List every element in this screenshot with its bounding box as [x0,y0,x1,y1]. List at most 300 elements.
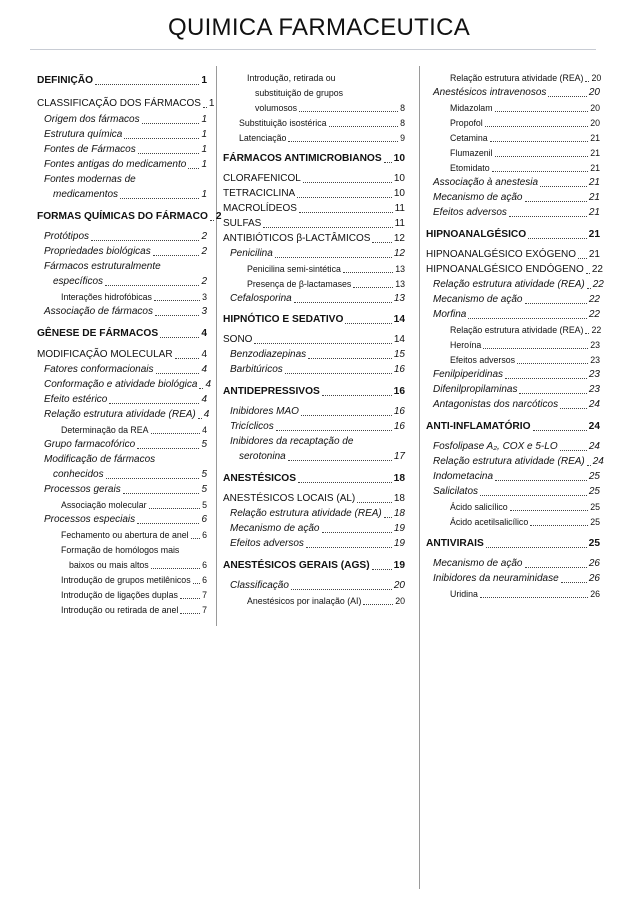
dot-leader [480,495,587,496]
toc-entry[interactable] [433,456,604,468]
toc-entry-page: 1 [201,129,207,140]
dot-leader [490,141,589,142]
dot-leader [509,216,587,217]
toc-entry[interactable] [69,559,207,571]
toc-entry[interactable] [44,364,207,376]
dot-leader [153,255,200,256]
toc-entry-title: Ácido salicílico [450,502,508,512]
toc-entry-page: 2 [201,231,207,242]
toc-entry[interactable] [433,573,600,585]
toc-entry-page: 1 [201,75,207,86]
toc-entry[interactable] [426,421,600,433]
dot-leader [585,81,589,82]
toc-entry[interactable] [230,293,405,305]
toc-entry[interactable] [44,379,211,391]
toc-entry[interactable] [230,580,405,592]
dot-leader [151,433,201,434]
dot-leader [308,358,392,359]
toc-entry-page: 24 [588,441,600,452]
dot-leader [210,220,214,221]
toc-entry-title: ANTIVIRAIS [426,538,484,549]
toc-entry-page: 16 [393,406,405,417]
dot-leader [297,197,392,198]
toc-entry[interactable] [223,314,405,326]
toc-entry-title: Cefalosporina [230,293,292,304]
toc-entry-page: 3 [201,306,207,317]
toc-entry-page: 2 [201,246,207,257]
toc-entry-title: Introdução de ligações duplas [61,590,178,600]
toc-entry-page: 22 [591,264,603,275]
dot-leader [180,613,200,614]
toc-entry[interactable] [44,246,207,258]
toc-entry[interactable] [247,263,405,275]
toc-entry[interactable] [239,117,405,129]
toc-entry-continued: substituição de grupos [255,88,344,98]
toc-entry-title: Relação estrutura atividade (REA) [450,73,584,83]
toc-entry[interactable] [450,501,600,513]
toc-entry-page: 4 [203,409,210,420]
dot-leader [363,604,393,605]
toc-entry-page: 23 [588,384,600,395]
toc-entry[interactable] [61,604,207,616]
toc-entry-title: Latenciação [239,133,287,143]
toc-entry-title: específicos [53,276,104,287]
toc-entry-title: Flumazenil [450,148,493,158]
dot-leader [123,493,200,494]
toc-entry[interactable] [450,339,600,351]
toc-entry-title: TETRACICLINA [223,188,296,199]
toc-entry-title: Processos gerais [44,484,121,495]
toc-entry[interactable] [450,132,600,144]
toc-entry[interactable] [433,471,600,483]
toc-entry-title: Mecanismo de ação [433,558,523,569]
toc-entry-page: 22 [588,294,600,305]
dot-leader [106,478,200,479]
toc-entry-page: 22 [591,325,602,335]
toc-entry-page: 6 [202,530,207,540]
toc-entry[interactable] [450,147,600,159]
toc-entry-page: 20 [591,73,602,83]
dot-leader [180,598,200,599]
dot-leader [322,532,392,533]
toc-entry[interactable] [433,192,600,204]
toc-entry[interactable] [223,493,405,505]
toc-entry[interactable] [230,538,405,550]
toc-entry-page: 10 [393,173,405,184]
toc-entry-continued: Introdução, retirada ou [247,73,336,83]
dot-leader [291,589,392,590]
toc-entry[interactable] [433,399,600,411]
toc-entry-page: 6 [201,514,207,525]
dot-leader [525,567,587,568]
toc-entry[interactable] [44,484,207,496]
toc-entry-title: Etomidato [450,163,490,173]
toc-entry-page: 10 [393,188,405,199]
toc-entry-page: 1 [201,144,207,155]
toc-entry-title: conhecidos [53,469,104,480]
toc-entry[interactable] [426,264,603,276]
column-divider-1 [216,66,217,626]
toc-entry-page: 24 [588,421,600,432]
dot-leader [275,257,392,258]
toc-entry-title: Introdução de grupos metilênicos [61,575,191,585]
dot-leader [193,583,201,584]
toc-entry[interactable] [44,514,207,526]
toc-entry-title: CLASSIFICAÇÃO DOS FÁRMACOS [37,98,201,109]
dot-leader [561,582,587,583]
toc-entry-page: 24 [592,456,604,467]
toc-entry[interactable] [230,248,405,260]
toc-entry-title: Relação estrutura atividade (REA) [433,279,585,290]
toc-entry[interactable] [53,469,207,481]
toc-entry[interactable] [223,188,405,200]
toc-entry-title: Protótipos [44,231,90,242]
toc-entry-title: Barbitúricos [230,364,283,375]
toc-entry-page: 14 [393,334,405,345]
dot-leader [154,300,200,301]
toc-entry-title: Fenilpiperidinas [433,369,504,380]
dot-leader [91,240,199,241]
toc-entry-title: Fechamento ou abertura de anel [61,530,189,540]
toc-entry-title: Fontes de Fármacos [44,144,136,155]
toc-entry[interactable] [223,386,405,398]
dot-leader [384,517,392,518]
toc-entry[interactable] [255,102,405,114]
toc-entry[interactable] [239,451,405,463]
toc-entry[interactable] [61,529,207,541]
toc-entry-page: 2 [215,211,222,222]
toc-entry-page: 22 [588,309,600,320]
toc-entry[interactable] [230,364,405,376]
dot-leader [137,448,199,449]
dot-leader [191,538,200,539]
toc-entry[interactable] [44,129,207,141]
toc-entry-page: 23 [590,355,600,365]
toc-entry-title: HIPNOANALGÉSICO ENDÓGENO [426,264,584,275]
dot-leader [480,597,588,598]
toc-entry-continued: Formação de homólogos mais [61,545,180,555]
dot-leader [486,547,587,548]
toc-entry-title: HIPNÓTICO E SEDATIVO [223,314,344,325]
toc-entry-title: ANESTÉSICOS [223,473,297,484]
toc-entry-page: 4 [201,328,207,339]
toc-entry-title: Mecanismo de ação [433,192,523,203]
dot-leader [586,273,590,274]
toc-entry-title: Fatores conformacionais [44,364,154,375]
dot-leader [483,348,588,349]
toc-entry-page: 24 [588,399,600,410]
toc-entry-page: 6 [202,560,207,570]
toc-entry-title: baixos ou mais altos [69,560,149,570]
dot-leader [528,238,586,239]
dot-leader [510,510,589,511]
toc-entry-title: MACROLÍDEOS [223,203,297,214]
dot-leader [298,482,392,483]
dot-leader [485,126,588,127]
toc-entry-page: 21 [588,229,600,240]
dot-leader [188,168,199,169]
dot-leader [525,201,587,202]
toc-entry[interactable] [44,409,210,421]
toc-entry[interactable] [450,72,600,84]
dot-leader [199,388,203,389]
dot-leader [533,430,587,431]
toc-entry[interactable] [61,574,207,586]
toc-entry[interactable] [433,309,600,321]
toc-entry-page: 23 [588,369,600,380]
toc-entry-title: Efeitos adversos [450,355,516,365]
toc-entry-page: 14 [393,314,405,325]
dot-leader [519,393,586,394]
toc-entry-title: Associação de fármacos [44,306,153,317]
toc-entry-page: 21 [588,192,600,203]
toc-entry[interactable] [37,211,222,223]
toc-entry[interactable] [53,276,207,288]
toc-entry[interactable] [450,588,600,600]
toc-entry-page: 16 [393,386,405,397]
toc-entry-page: 1 [208,98,215,109]
toc-entry[interactable] [44,231,207,243]
toc-entry[interactable] [450,117,600,129]
dot-leader [322,395,392,396]
toc-entry[interactable] [44,114,207,126]
toc-entry[interactable] [37,75,207,87]
toc-entry-title: FORMAS QUÍMICAS DO FÁRMACO [37,211,208,222]
toc-entry[interactable] [61,424,207,436]
toc-entry-title: Presença de β-lactamases [247,279,352,289]
toc-entry-page: 7 [202,590,207,600]
dot-leader [105,285,199,286]
toc-entry-page: 11 [394,203,405,214]
toc-entry[interactable] [433,384,600,396]
toc-entry-title: Introdução ou retirada de anel [61,605,179,615]
toc-entry[interactable] [450,516,600,528]
toc-entry-title: Anestésicos por inalação (AI) [247,596,362,606]
dot-leader [137,523,199,524]
toc-entry-page: 25 [588,486,600,497]
toc-entry-continued: Fontes modernas de [44,174,136,185]
dot-leader [530,525,588,526]
dot-leader [587,288,591,289]
toc-entry[interactable] [44,439,207,451]
toc-entry-page: 6 [202,575,207,585]
toc-entry-title: GÊNESE DE FÁRMACOS [37,328,159,339]
toc-entry-title: Efeitos adversos [230,538,304,549]
dot-leader [175,358,200,359]
toc-entry-title: ANESTÉSICOS LOCAIS (AL) [223,493,356,504]
toc-entry-title: Origem dos fármacos [44,114,140,125]
dot-leader [288,141,398,142]
toc-entry[interactable] [61,291,207,303]
toc-entry[interactable] [426,538,600,550]
dot-leader [329,126,399,127]
toc-entry[interactable] [223,218,405,230]
toc-entry[interactable] [53,189,207,201]
toc-entry[interactable] [230,349,405,361]
toc-entry-title: Penicilina [230,248,273,259]
toc-entry-page: 4 [202,425,207,435]
dot-leader [495,156,589,157]
toc-entry-continued: Inibidores da recaptação de [230,436,354,447]
toc-entry[interactable] [223,473,405,485]
toc-entry-title: Relação estrutura atividade (REA) [230,508,382,519]
toc-entry-title: Efeito estérico [44,394,108,405]
toc-entry[interactable] [247,278,405,290]
dot-leader [120,198,199,199]
toc-entry-title: ANESTÉSICOS GERAIS (AGS) [223,560,370,571]
toc-entry[interactable] [44,144,207,156]
toc-entry-page: 25 [588,471,600,482]
dot-leader [495,111,589,112]
toc-entry[interactable] [44,394,207,406]
dot-leader [254,343,391,344]
toc-entry[interactable] [433,87,600,99]
toc-entry[interactable] [433,207,600,219]
toc-entry-page: 21 [590,148,600,158]
toc-entry[interactable] [37,349,207,361]
toc-entry[interactable] [450,162,600,174]
dot-leader [203,107,207,108]
toc-entry-page: 25 [590,517,600,527]
dot-leader [124,138,199,139]
toc-entry-title: Heroína [450,340,482,350]
dot-leader [198,418,202,419]
toc-entry-page: 23 [590,340,600,350]
dot-leader [384,162,392,163]
toc-entry-page: 5 [201,469,207,480]
toc-entry-title: DEFINIÇÃO [37,75,94,86]
toc-entry-page: 18 [393,473,405,484]
dot-leader [263,227,392,228]
toc-entry-page: 21 [588,249,600,260]
toc-entry-page: 20 [393,580,405,591]
toc-entry[interactable] [223,560,405,572]
toc-entry[interactable] [61,499,207,511]
toc-entry-title: Difenilpropilaminas [433,384,518,395]
toc-entry[interactable] [450,102,600,114]
toc-entry-title: Propofol [450,118,483,128]
toc-entry-page: 20 [590,118,600,128]
toc-entry-page: 20 [590,103,600,113]
toc-entry-page: 10 [393,153,405,164]
toc-entry[interactable] [223,233,405,245]
toc-entry-page: 20 [588,87,600,98]
toc-entry-page: 5 [201,484,207,495]
dot-leader [288,460,392,461]
toc-entry[interactable] [450,324,600,336]
toc-entry-page: 25 [590,502,600,512]
toc-entry-title: ANTI-INFLAMATÓRIO [426,421,531,432]
toc-entry-page: 4 [201,394,207,405]
toc-entry[interactable] [37,328,207,340]
toc-entry[interactable] [433,486,600,498]
dot-leader [109,403,199,404]
toc-entry[interactable] [433,177,600,189]
dot-leader [492,171,589,172]
toc-entry[interactable] [44,159,207,171]
toc-entry[interactable] [433,441,600,453]
toc-entry-title: SULFAS [223,218,262,229]
toc-entry-continued: Modificação de fármacos [44,454,156,465]
toc-entry-page: 17 [393,451,405,462]
toc-entry[interactable] [433,369,600,381]
toc-entry-title: Efeitos adversos [433,207,507,218]
dot-leader [345,323,391,324]
toc-entry[interactable] [230,421,405,433]
toc-entry[interactable] [230,523,405,535]
toc-entry-title: Antagonistas dos narcóticos [433,399,559,410]
toc-entry[interactable] [433,558,600,570]
toc-entry[interactable] [37,98,215,110]
toc-entry[interactable] [426,229,600,241]
toc-column-2 [223,0,405,800]
toc-entry-title: Mecanismo de ação [230,523,320,534]
toc-entry-page: 13 [395,264,405,274]
column-divider-2 [419,66,420,889]
toc-entry[interactable] [223,173,405,185]
toc-entry-title: Salicilatos [433,486,479,497]
toc-entry[interactable] [223,153,405,165]
toc-entry[interactable] [433,294,600,306]
toc-entry-page: 16 [393,364,405,375]
toc-entry-title: Cetamina [450,133,488,143]
toc-entry-title: HIPNOANALGÉSICO [426,229,527,240]
toc-entry-page: 15 [393,349,405,360]
toc-entry-page: 26 [588,573,600,584]
toc-entry-page: 8 [400,118,405,128]
dot-leader [357,502,392,503]
dot-leader [95,84,199,85]
toc-entry-title: Determinação da REA [61,425,149,435]
toc-entry-title: Classificação [230,580,289,591]
toc-entry-page: 13 [395,279,405,289]
toc-entry-title: Mecanismo de ação [433,294,523,305]
toc-entry-page: 5 [202,500,207,510]
toc-entry-page: 21 [588,207,600,218]
toc-entry-page: 20 [395,596,405,606]
toc-entry[interactable] [223,203,405,215]
toc-entry[interactable] [44,306,207,318]
toc-entry[interactable] [230,508,405,520]
dot-leader [468,318,587,319]
toc-entry-page: 4 [201,349,207,360]
toc-entry[interactable] [433,279,604,291]
toc-entry-page: 18 [393,493,405,504]
toc-entry-page: 8 [400,103,405,113]
toc-entry[interactable] [230,406,405,418]
toc-entry-title: Fontes antigas do medicamento [44,159,187,170]
toc-entry[interactable] [61,589,207,601]
toc-entry-page: 7 [202,605,207,615]
toc-entry-title: Midazolam [450,103,493,113]
toc-entry-title: Penicilina semi-sintética [247,264,341,274]
dot-leader [540,186,587,187]
toc-entry-page: 19 [393,560,405,571]
dot-leader [372,242,391,243]
toc-entry[interactable] [426,249,600,261]
toc-entry-page: 1 [201,114,207,125]
toc-entry[interactable] [247,595,405,607]
dot-leader [560,408,587,409]
toc-entry[interactable] [450,354,600,366]
toc-entry-page: 1 [201,159,207,170]
toc-entry[interactable] [223,334,405,346]
toc-entry-title: CLORAFENICOL [223,173,301,184]
toc-entry-page: 26 [590,589,600,599]
dot-leader [560,450,587,451]
toc-entry-title: ANTIDEPRESSIVOS [223,386,320,397]
toc-entry[interactable] [239,132,405,144]
